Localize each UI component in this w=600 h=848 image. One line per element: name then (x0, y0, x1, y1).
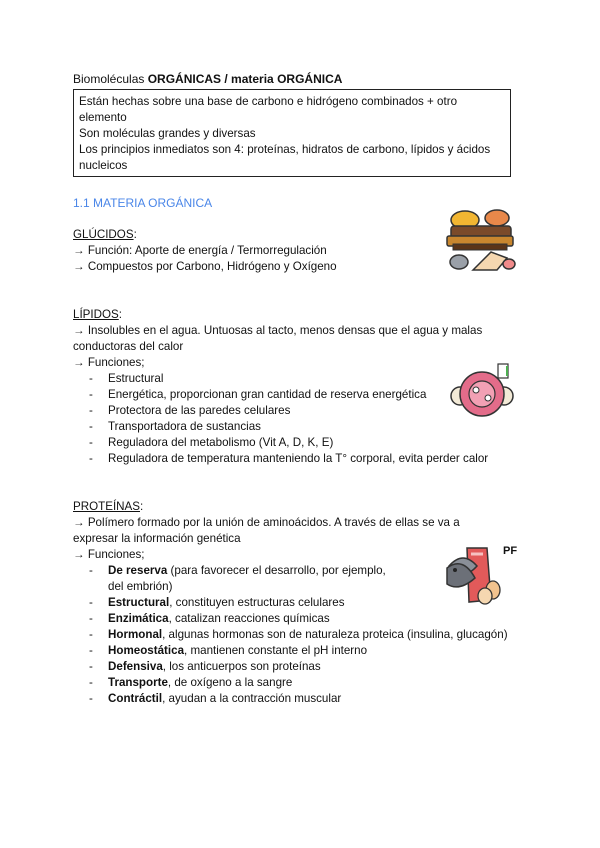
proteinas-block: PROTEÍNAS: → Polímero formado por la unión de aminoácidos. A través de ellas se va a expresar la información genética → Funciones; - De reserva (para favorecer el desarrollo, por ejemplo, del embrión) - Estructural, constituyen estructuras celulares - Enzimática, catalizan reacciones químicas - Hormonal, algunas hormonas son de naturaleza proteica (insulina, glucagón) - Homeostática, mantienen constante el pH interno - Defensiva, los anticuerpos son proteínas - Transporte, de oxígeno a la sangre - Contráctil, ayudan a la contracción muscular (73, 499, 508, 707)
list-item: - Estructural (73, 371, 488, 387)
summary-line: Son moléculas grandes y diversas (79, 127, 256, 140)
proteinas-heading: PROTEÍNAS (73, 500, 140, 513)
lipidos-funciones: → Funciones; (73, 356, 145, 369)
bread-icon (445, 208, 517, 274)
list-item: - Reguladora del metabolismo (Vit A, D, K, E) (73, 435, 488, 451)
glucidos-block: GLÚCIDOS: → Función: Aporte de energía / Termorregulación → Compuestos por Carbono, Hidrógeno y Oxígeno (73, 228, 337, 273)
proteinas-intro: → Polímero formado por la unión de aminoácidos. A través de ellas se va a (73, 516, 460, 529)
fat-icon (450, 360, 516, 426)
list-item: - De reserva (para favorecer el desarrollo, por ejemplo, (73, 563, 508, 579)
glucidos-heading: GLÚCIDOS (73, 228, 134, 241)
summary-line: Los principios inmediatos son 4: proteínas, hidratos de carbono, lípidos y ácidos (79, 143, 491, 156)
section-heading: 1.1 MATERIA ORGÁNICA (73, 196, 213, 210)
proteinas-funciones: → Funciones; (73, 548, 145, 561)
list-item: - Hormonal, algunas hormonas son de naturaleza proteica (insulina, glucagón) (73, 627, 508, 643)
list-item: - Reguladora de temperatura manteniendo la T° corporal, evita perder calor (73, 451, 488, 467)
lipidos-intro: → Insolubles en el agua. Untuosas al tacto, menos densas que el agua y malas (73, 324, 483, 337)
summary-line: elemento (79, 111, 127, 124)
list-item: - Transporte, de oxígeno a la sangre (73, 675, 508, 691)
page-title: Biomoléculas ORGÁNICAS / materia ORGÁNICA (73, 72, 343, 86)
summary-line: Están hechas sobre una base de carbono e hidrógeno combinados + otro (79, 95, 458, 108)
summary-line: nucleicos (79, 159, 128, 172)
glucidos-line: → Función: Aporte de energía / Termorregulación (73, 244, 327, 257)
list-item: - Homeostática, mantienen constante el pH interno (73, 643, 508, 659)
list-item: - Defensiva, los anticuerpos son proteínas (73, 659, 508, 675)
list-item: - Protectora de las paredes celulares (73, 403, 488, 419)
list-item: - Contráctil, ayudan a la contracción muscular (73, 691, 508, 707)
lipidos-block: LÍPIDOS: → Insolubles en el agua. Untuosas al tacto, menos densas que el agua y malas conductoras del calor → Funciones; - Estructural - Energética, proporcionan gran cantidad de reserva energética - Protectora de las paredes celulares - Transportadora de sustancias - Reguladora del metabolismo (Vit A, D, K, E) - Reguladora de temperatura manteniendo la T° corporal, evita perder calor (73, 307, 488, 467)
glucidos-line: → Compuestos por Carbono, Hidrógeno y Oxígeno (73, 260, 337, 273)
proteinas-intro: expresar la información genética (73, 532, 241, 545)
list-item: - Enzimática, catalizan reacciones químicas (73, 611, 508, 627)
list-item: - Energética, proporcionan gran cantidad de reserva energética (73, 387, 488, 403)
list-item: - Transportadora de sustancias (73, 419, 488, 435)
protein-food-icon (445, 540, 525, 608)
list-item: - Estructural, constituyen estructuras celulares (73, 595, 508, 611)
lipidos-heading: LÍPIDOS (73, 308, 119, 321)
lipidos-intro: conductoras del calor (73, 340, 184, 353)
list-item-continuation: del embrión) (108, 580, 173, 593)
protein-badge: PF (503, 545, 518, 557)
summary-box (73, 89, 511, 177)
